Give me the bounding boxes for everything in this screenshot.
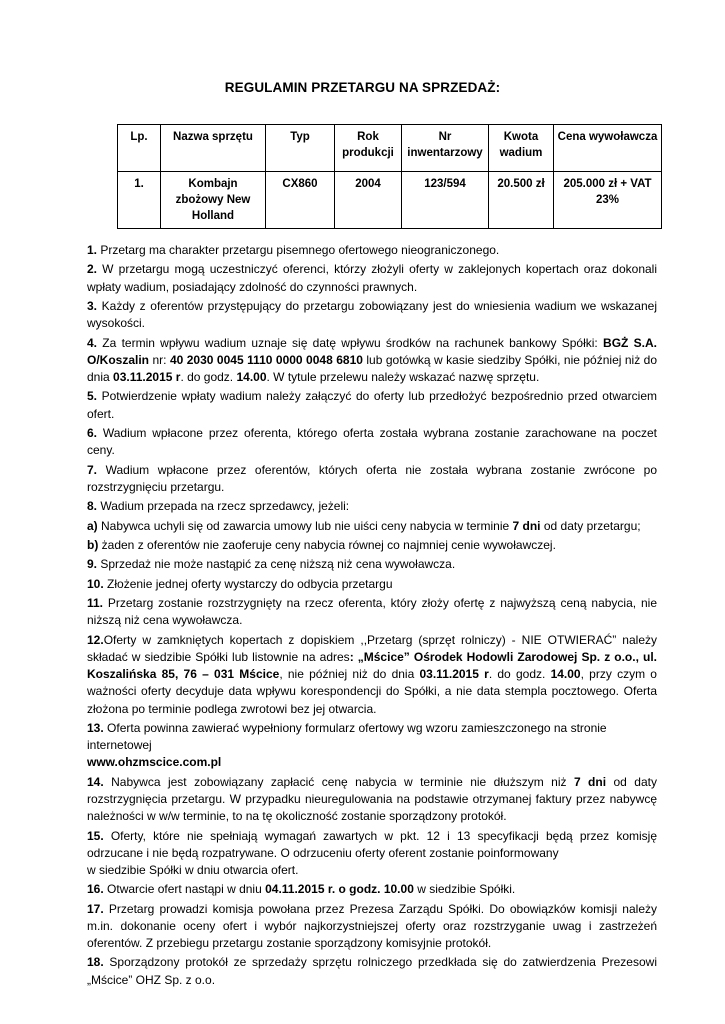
paragraph-number: 6. [87,425,98,440]
paragraph-number: 17. [87,901,104,916]
paragraph-5: 5. Potwierdzenie wpłaty wadium należy załączyć do oferty lub przedłożyć bezpośrednio przed otwarciem ofert. [87,389,657,421]
paragraph-number: 3. [87,298,98,313]
paragraph-number: 15. [87,828,104,843]
paragraph-18: 18. Sporządzony protokół ze sprzedaży sprzętu rolniczego przedkłada się do zatwierdzenia Prezesowi „Mścice” OHZ Sp. z o.o. [87,955,657,987]
paragraph-number: a) [87,518,98,533]
column-header-cena: Cena wywoławcza [554,125,662,172]
company-address: : „Mścice” Ośrodek Hodowli Zarodowej Sp. z o.o., ul. Koszalińska 85, 76 – 031 Mścice [87,649,658,682]
column-header-nr: Nr inwentarzowy [402,125,489,172]
paragraph-11: 11. Przetarg zostanie rozstrzygnięty na rzecz oferenta, który złoży ofertę z najwyższą ceną nabycia, nie niższą niż cena wywoławcza. [87,596,657,628]
cell-nr: 123/594 [402,172,489,229]
paragraph-4: 4. Za termin wpływu wadium uznaje się datę wpływu środków na rachunek bankowy Spółki: BGŻ S.A. O/Koszalin nr: 40 2030 0045 1110 0000 0048 6810 lub gotówką w kasie siedziby Spółki, nie później niż do dnia 03.11.2015 r. do godz. 14.00. W tytule przelewu należy wskazać nazwę sprzętu. [87,335,658,384]
paragraph-12: 12.Oferty w zamkniętych kopertach z dopiskiem ,,Przetarg (sprzęt rolniczy) - NIE OTWIERAĆ” należy składać w siedzibie Spółki lub listownie na adres: „Mścice” Ośrodek Hodowli Zarodowej Sp. z o.o., ul. Koszalińska 85, 76 – 031 Mścice, nie później niż do dnia 03.11.2015 r. do godz. 14.00, przy czym o ważności oferty decyduje data wpływu korespondencji do Spółki, a nie data stempla pocztowego. Oferta złożona po terminie podlega zwrotowi bez jej otwarcia. [87,632,658,716]
bank-name: BGŻ S.A. O/Koszalin [87,335,657,367]
paragraph-8a: a) Nabywca uchyli się od zawarcia umowy lub nie uiści ceny nabycia w terminie 7 dni od daty przetargu; [87,518,641,533]
paragraph-2: 2. W przetargu mogą uczestniczyć oferenci, którzy złożyli oferty w zaklejonych kopertach oraz dokonali wpłaty wadium, posiadający zdolność do czynności prawnych. [87,262,657,294]
opening-datetime: 04.11.2015 r. o godz. 10.00 [265,882,414,897]
cell-typ: CX860 [266,172,335,229]
paragraph-14: 14. Nabywca jest zobowiązany zapłacić cenę nabycia w terminie nie dłuższym niż 7 dni od daty rozstrzygnięcia przetargu. W przypadku nieuregulowania na podstawie otrzymanej faktury przez nabywcę należności w w/w terminie, to na tę okoliczność zostanie sporządzony protokół. [87,774,657,824]
paragraph-number: 13. [87,720,104,735]
cell-nazwa: Kombajn zbożowy New Holland [161,172,266,229]
regulations-body [87,242,657,991]
deposit-deadline-date: 03.11.2015 r [113,369,181,384]
paragraph-number: 9. [87,557,98,572]
paragraph-8: 8. Wadium przepada na rzecz sprzedawcy, jeżeli: [87,499,350,514]
equipment-table [117,124,662,229]
deposit-deadline-time: 14.00 [236,369,267,384]
column-header-rok: Rok produkcji [335,125,402,172]
website-link[interactable]: www.ohzmscice.com.pl [87,755,222,770]
paragraph-3: 3. Każdy z oferentów przystępujący do przetargu zobowiązany jest do wniesienia wadium we wskazanej wysokości. [87,298,657,331]
paragraph-10: 10. Złożenie jednej oferty wystarczy do odbycia przetargu [87,576,393,591]
paragraph-number: b) [87,537,99,552]
table-row [118,172,662,229]
paragraph-number: 7. [87,462,98,477]
bank-account-number: 40 2030 0045 1110 0000 0048 6810 [169,352,363,367]
column-header-typ: Typ [266,125,335,172]
table-header-row [118,125,662,172]
paragraph-9: 9. Sprzedaż nie może nastąpić za cenę niższą niż cena wywoławcza. [87,557,456,572]
paragraph-number: 4. [87,335,98,350]
paragraph-8b: b) żaden z oferentów nie zaoferuje ceny nabycia równej co najmniej cenie wywoławczej. [87,537,556,552]
paragraph-number: 14. [87,774,104,789]
cell-rok: 2004 [335,172,402,229]
paragraph-15: 15. Oferty, które nie spełniają wymagań zawartych w pkt. 12 i 13 specyfikacji będą przez komisję odrzucane i nie będą rozpatrywane. O odrzuceniu oferty oferent zostanie poinformowany w siedzibie Spółki w dniu otwarcia ofert. [87,828,657,877]
paragraph-17: 17. Przetarg prowadzi komisja powołana przez Prezesa Zarządu Spółki. Do obowiązków komisji należy m.in. dokonanie oceny ofert i wybór najkorzystniejszej oferty oraz rozstrzyganie uwag i zastrzeżeń oferentów. Z przebiegu przetargu zostanie sporządzony komisyjnie protokół. [87,901,657,951]
paragraph-number: 11. [87,596,104,611]
paragraph-number: 10. [87,576,104,591]
paragraph-7: 7. Wadium wpłacone przez oferentów, których oferta nie została wybrana zostanie zwrócone po rozstrzygnięciu przetargu. [87,462,657,494]
paragraph-number: 2. [87,262,98,277]
offer-deadline-date: 03.11.2015 r [419,667,489,682]
paragraph-number: 5. [87,389,98,404]
paragraph-number: 8. [87,499,98,514]
paragraph-number: 16. [87,882,104,897]
paragraph-number: 12. [87,632,104,647]
paragraph-number: 18. [87,955,104,970]
paragraph-16: 16. Otwarcie ofert nastąpi w dniu 04.11.2015 r. o godz. 10.00 w siedzibie Spółki. [87,882,516,897]
paragraph-number: 1. [87,243,98,257]
cell-lp: 1. [118,172,161,229]
paragraph-6: 6. Wadium wpłacone przez oferenta, którego oferta została wybrana zostanie zarachowane na poczet ceny. [87,425,657,458]
cell-cena: 205.000 zł + VAT 23% [554,172,662,229]
paragraph-13: 13. Oferta powinna zawierać wypełniony formularz ofertowy wg wzoru zamieszczonego na stronie internetowej www.ohzmscice.com.pl [87,720,607,770]
cell-kwota: 20.500 zł [489,172,554,229]
offer-deadline-time: 14.00 [550,667,581,682]
column-header-kwota: Kwota wadium [489,125,554,172]
paragraph-1: 1. Przetarg ma charakter przetargu pisemnego ofertowego nieograniczonego. [87,243,500,257]
column-header-nazwa: Nazwa sprzętu [161,125,266,172]
page-title: REGULAMIN PRZETARGU NA SPRZEDAŻ: [224,80,501,95]
column-header-lp: Lp. [118,125,161,172]
